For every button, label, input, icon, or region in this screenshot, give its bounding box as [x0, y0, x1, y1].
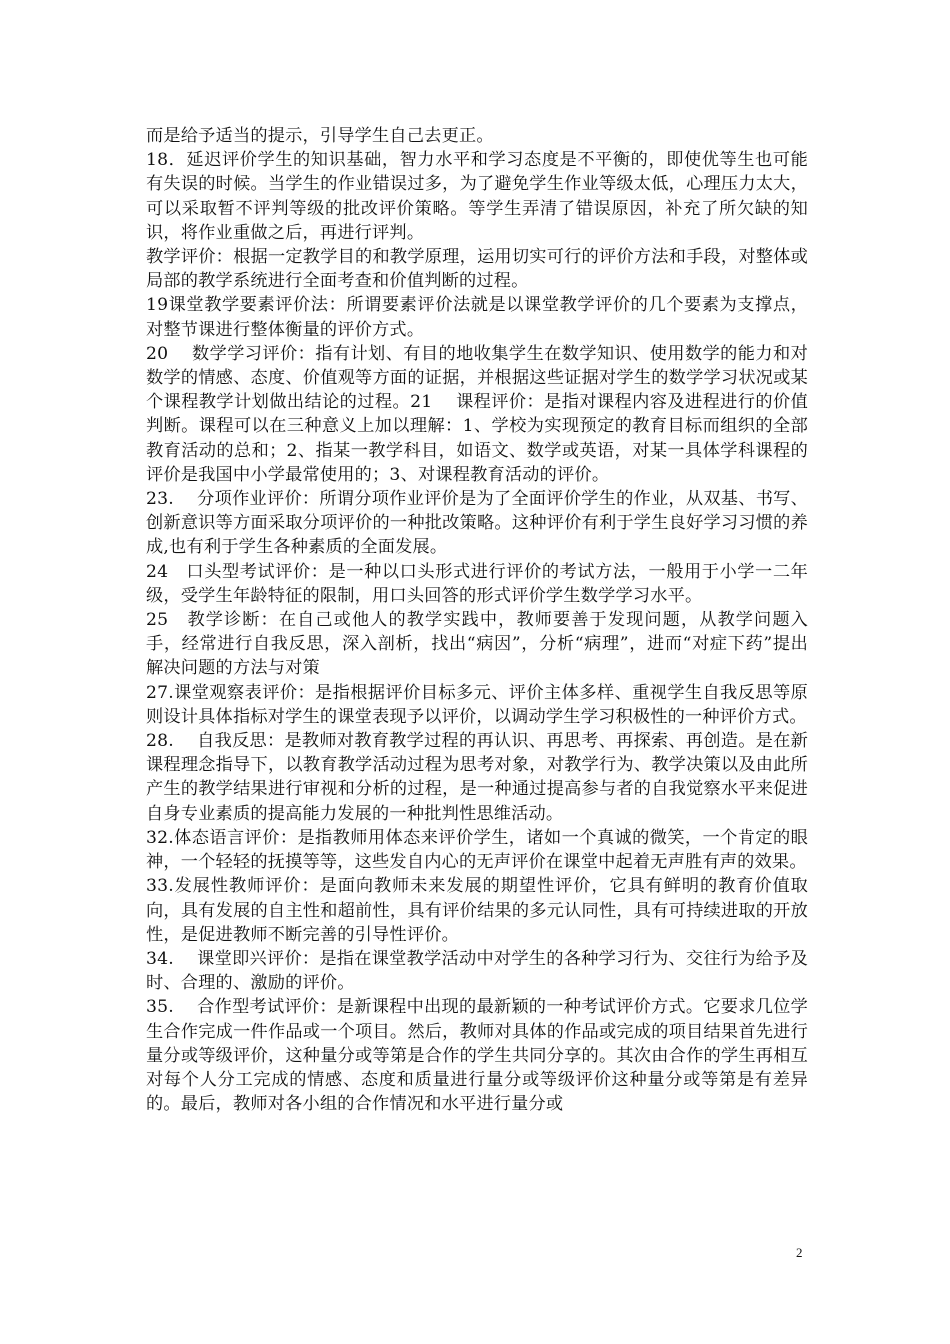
paragraph: 28. 自我反思：是教师对教育教学过程的再认识、再思考、再探索、再创造。是在新课程理念指导下，以教育教学活动过程为思考对象，对教学行为、教学决策以及由此所产生的教学结果进行审视和分析的过程，是一种通过提高参与者的自我觉察水平来促进自身专业素质的提高能力发展的一种批判性思维活动。 — [146, 731, 808, 824]
paragraph: 19课堂教学要素评价法：所谓要素评价法就是以课堂教学评价的几个要素为支撑点，对整节课进行整体衡量的评价方式。 — [146, 295, 808, 340]
paragraph: 教学评价：根据一定教学目的和教学原理，运用切实可行的评价方法和手段，对整体或局部的教学系统进行全面考查和价值判断的过程。 — [146, 247, 808, 292]
paragraph: 23. 分项作业评价：所谓分项作业评价是为了全面评价学生的作业，从双基、书写、创新意识等方面采取分项评价的一种批改策略。这种评价有利于学生良好学习习惯的养成,也有利于学生各种素质的全面发展。 — [146, 489, 808, 558]
paragraph: 18．延迟评价学生的知识基础，智力水平和学习态度是不平衡的，即使优等生也可能有失误的时候。当学生的作业错误过多，为了避免学生作业等级太低，心理压力太大，可以采取暂不评判等级的批改评价策略。等学生弄清了错误原因，补充了所欠缺的知识，将作业重做之后，再进行评判。 — [146, 150, 808, 243]
paragraph: 34. 课堂即兴评价：是指在课堂教学活动中对学生的各种学习行为、交往行为给予及时、合理的、激励的评价。 — [146, 948, 808, 994]
paragraph: 20 数学学习评价：指有计划、有目的地收集学生在数学知识、使用数学的能力和对数学的情感、态度、价值观等方面的证据，并根据这些证据对学生的数学学习状况或某个课程教学计划做出结论的过程。21 课程评价：是指对课程内容及进程进行的价值判断。课程可以在三种意义上加以理解：1、学校为实现预定的教育目标而组织的全部教育活动的总和；2、指某一教学科目，如语文、数学或英语，对某一具体学科课程的评价是我国中小学最常使用的；3、对课程教育活动的评价。 — [146, 343, 808, 485]
paragraph: 而是给予适当的提示，引导学生自己去更正。 — [146, 126, 494, 146]
page-number: 2 — [796, 1245, 803, 1260]
paragraph: 35. 合作型考试评价：是新课程中出现的最新颖的一种考试评价方式。它要求几位学生合作完成一件作品或一个项目。然后，教师对具体的作品或完成的项目结果首先进行量分或等级评价，这种量分或等第是合作的学生共同分享的。其次由合作的学生再相互对每个人分工完成的情感、态度和质量进行量分或等级评价这种量分或等第是有差异的。最后，教师对各小组的合作情况和水平进行量分或 — [146, 997, 808, 1115]
paragraph: 32.体态语言评价：是指教师用体态来评价学生，诸如一个真诚的微笑，一个肯定的眼神，一个轻轻的抚摸等等，这些发自内心的无声评价在课堂中起着无声胜有声的效果。 — [146, 827, 808, 873]
document-body — [146, 124, 808, 1116]
paragraph: 27.课堂观察表评价：是指根据评价目标多元、评价主体多样、重视学生自我反思等原则设计具体指标对学生的课堂表现予以评价，以调动学生学习积极性的一种评价方式。 — [146, 682, 808, 727]
paragraph: 24 口头型考试评价：是一种以口头形式进行评价的考试方法，一般用于小学一二年级，受学生年龄特征的限制，用口头回答的形式评价学生数学学习水平。 — [146, 561, 808, 606]
paragraph: 25 教学诊断：在自己或他人的教学实践中，教师要善于发现问题，从教学问题入手，经常进行自我反思，深入剖析，找出“病因”，分析“病理”，进而“对症下药”提出解决问题的方法与对策 — [146, 610, 808, 679]
paragraph: 33.发展性教师评价：是面向教师未来发展的期望性评价，它具有鲜明的教育价值取向，具有发展的自主性和超前性，具有评价结果的多元认同性，具有可持续进取的开放性，是促进教师不断完善的引导性评价。 — [146, 876, 808, 945]
